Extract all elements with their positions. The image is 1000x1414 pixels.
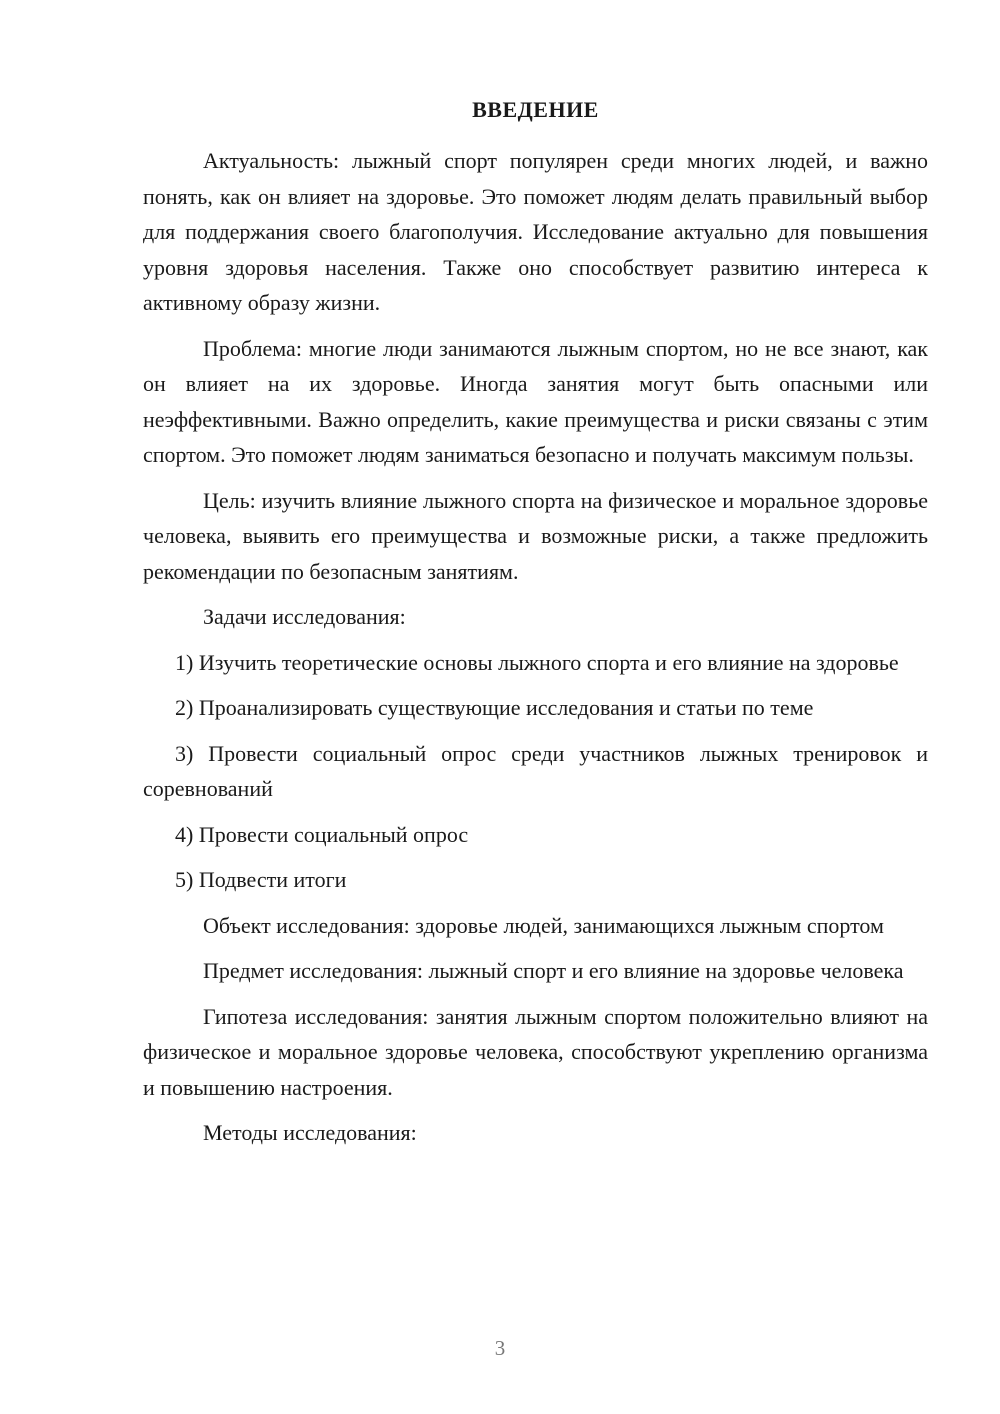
paragraph-methods-heading: Методы исследования: [203, 1120, 417, 1145]
task-item-2: 2) Проанализировать существующие исследования и статьи по теме [175, 695, 814, 720]
task-item-4: 4) Провести социальный опрос [175, 821, 469, 847]
paragraph-tasks-heading: Задачи исследования: [203, 604, 406, 629]
paragraph-goal: Цель: изучить влияние лыжного спорта на физическое и моральное здоровье человека, выявить его преимущества и возможные риски, а также предложить рекомендации по безопасным занятиям. [143, 487, 928, 584]
section-heading: ВВЕДЕНИЕ [472, 97, 599, 122]
task-item-5: 5) Подвести итоги [175, 867, 347, 892]
body-text [143, 143, 928, 1161]
task-item-1: 1) Изучить теоретические основы лыжного спорта и его влияние на здоровье [175, 649, 899, 675]
paragraph-hypothesis: Гипотеза исследования: занятия лыжным спортом положительно влияют на физическое и моральное здоровье человека, способствуют укреплению организма и повышению настроения. [143, 1003, 928, 1100]
task-item-3: 3) Провести социальный опрос среди участников лыжных тренировок и соревнований [143, 740, 928, 801]
paragraph-subject: Предмет исследования: лыжный спорт и его влияние на здоровье человека [203, 958, 904, 983]
paragraph-problem: Проблема: многие люди занимаются лыжным спортом, но не все знают, как он влияет на их здоровье. Иногда занятия могут быть опасными или неэффективными. Важно определить, какие преимущества и риски связаны с этим спортом. Это поможет людям заниматься безопасно и получать максимум пользы. [143, 335, 928, 467]
page-number: 3 [494, 1336, 506, 1360]
paragraph-object: Объект исследования: здоровье людей, занимающихся лыжным спортом [203, 912, 884, 938]
paragraph-relevance: Актуальность: лыжный спорт популярен среди многих людей, и важно понять, как он влияет на здоровье. Это поможет людям делать правильный выбор для поддержания своего благополучия. Исследование актуально для повышения уровня здоровья населения. Также оно способствует развитию интереса к активному образу жизни. [143, 148, 928, 315]
